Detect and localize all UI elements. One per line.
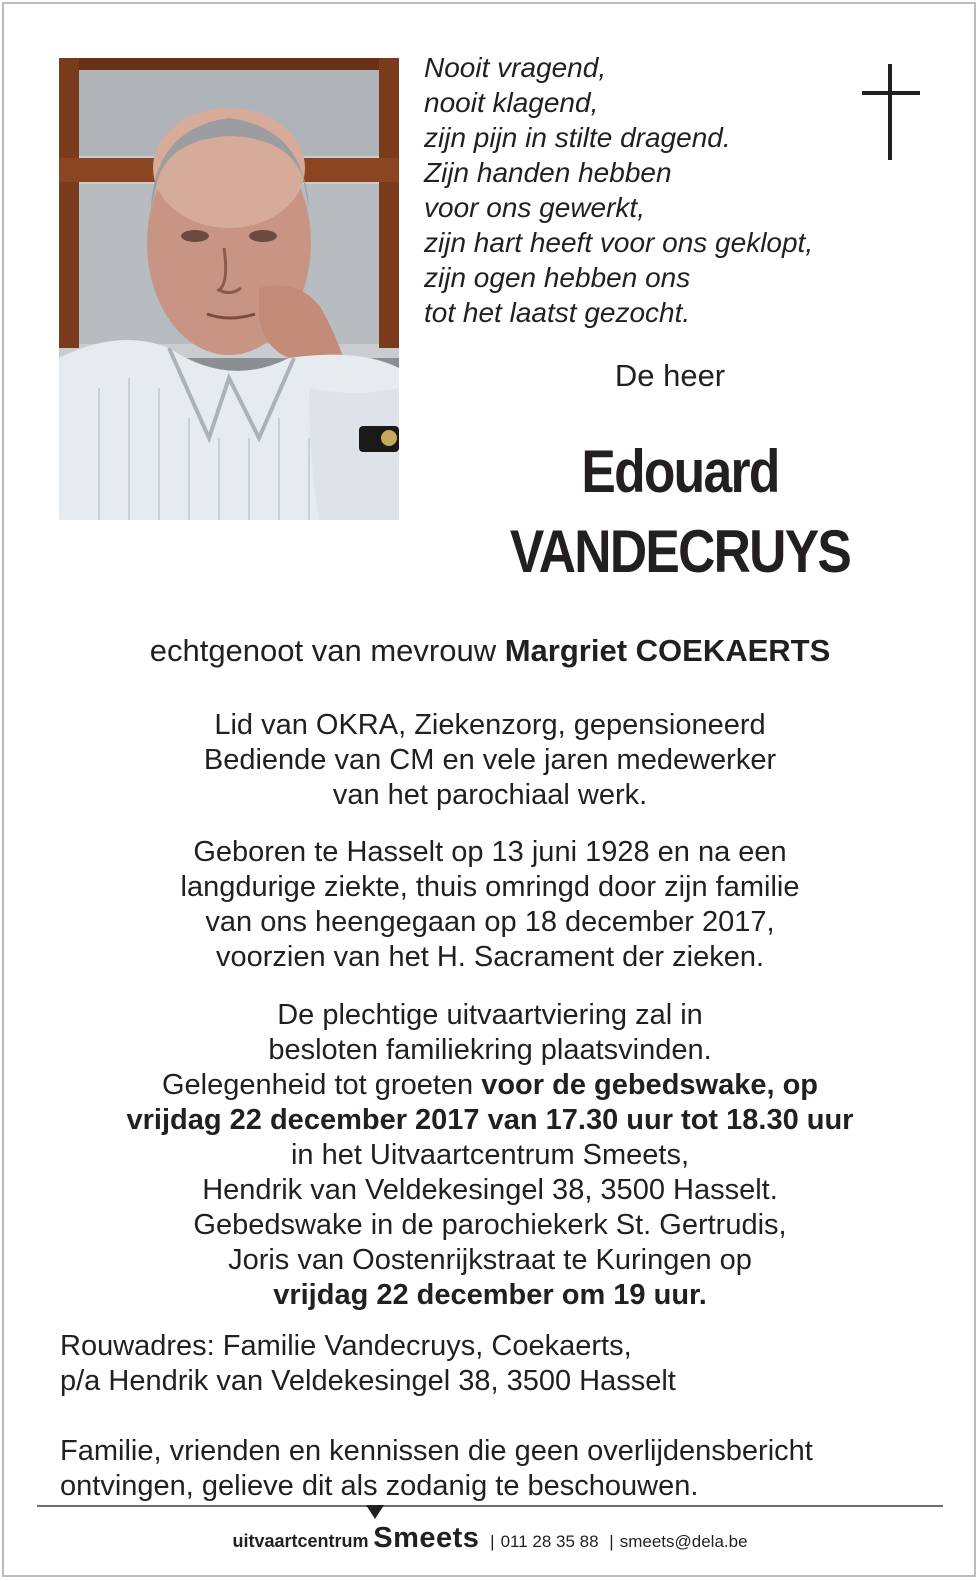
text-line: van ons heengegaan op 18 december 2017, bbox=[205, 906, 775, 938]
text-line: besloten familiekring plaatsvinden. bbox=[268, 1034, 712, 1066]
text-line: Bediende van CM en vele jaren medewerker bbox=[203, 744, 777, 776]
poem bbox=[424, 50, 813, 330]
poem-line: Nooit vragend, bbox=[424, 52, 607, 83]
text-line: ontvingen, gelieve dit als zodanig te beschouwen. bbox=[60, 1470, 699, 1502]
footer-email[interactable]: smeets@dela.be bbox=[619, 1532, 748, 1551]
greeting-intro: Gelegenheid tot groeten bbox=[161, 1069, 482, 1101]
footer-phone[interactable]: 011 28 35 88 bbox=[500, 1532, 599, 1551]
text-line: Familie, vrienden en kennissen die geen overlijdensbericht bbox=[60, 1435, 813, 1467]
membership-paragraph bbox=[40, 708, 940, 813]
notice-paragraph bbox=[60, 1434, 813, 1504]
text-line: Geboren te Hasselt op 13 juni 1928 en na een bbox=[193, 836, 787, 868]
text-line bbox=[40, 1068, 940, 1103]
poem-line: zijn hart heeft voor ons geklopt, bbox=[424, 227, 814, 258]
birth-death-paragraph bbox=[40, 835, 940, 975]
text-line: p/a Hendrik van Veldekesingel 38, 3500 Hasselt bbox=[60, 1365, 676, 1397]
spouse-name: Margriet COEKAERTS bbox=[504, 633, 831, 668]
poem-line: zijn pijn in stilte dragend. bbox=[424, 122, 731, 153]
poem-line: zijn ogen hebben ons bbox=[424, 262, 691, 293]
footer-divider bbox=[37, 1505, 943, 1507]
honorific-title: De heer bbox=[614, 358, 726, 393]
text-line: langdurige ziekte, thuis omringd door zijn familie bbox=[180, 871, 800, 903]
footer-separator: | bbox=[609, 1532, 614, 1551]
footer-separator: | bbox=[490, 1532, 495, 1551]
text-line: De plechtige uitvaartviering zal in bbox=[277, 999, 703, 1031]
prayer-datetime: vrijdag 22 december om 19 uur. bbox=[273, 1279, 707, 1311]
text-line: van het parochiaal werk. bbox=[332, 779, 648, 811]
deceased-first-name: Edouard bbox=[581, 438, 779, 505]
text-line: Rouwadres: Familie Vandecruys, Coekaerts, bbox=[60, 1330, 632, 1362]
triangle-down-icon bbox=[366, 1505, 384, 1519]
portrait-photo bbox=[59, 58, 399, 520]
cross-icon bbox=[862, 64, 920, 160]
greeting-wake: voor de gebedswake, op bbox=[481, 1069, 819, 1101]
poem-line: voor ons gewerkt, bbox=[424, 192, 645, 223]
text-line: voorzien van het H. Sacrament der zieken. bbox=[215, 941, 765, 973]
funeral-paragraph bbox=[40, 998, 940, 1313]
footer-brand: Smeets bbox=[373, 1522, 480, 1554]
spouse-prefix: echtgenoot van mevrouw bbox=[149, 633, 497, 668]
deceased-last-name: VANDECRUYS bbox=[509, 518, 851, 585]
text-line: Joris van Oostenrijkstraat te Kuringen op bbox=[228, 1244, 752, 1276]
spouse-line bbox=[0, 633, 980, 669]
text-line: Hendrik van Veldekesingel 38, 3500 Hasselt. bbox=[202, 1174, 778, 1206]
mourning-address bbox=[60, 1329, 676, 1399]
wake-datetime: vrijdag 22 december 2017 van 17.30 uur tot 18.30 uur bbox=[126, 1104, 854, 1136]
poem-line: tot het laatst gezocht. bbox=[424, 297, 691, 328]
footer-label: uitvaartcentrum bbox=[232, 1531, 369, 1551]
poem-line: Zijn handen hebben bbox=[424, 157, 672, 188]
text-line: Lid van OKRA, Ziekenzorg, gepensioneerd bbox=[214, 709, 766, 741]
footer bbox=[0, 1522, 980, 1555]
poem-line: nooit klagend, bbox=[424, 87, 599, 118]
text-line: Gebedswake in de parochiekerk St. Gertrudis, bbox=[193, 1209, 787, 1241]
text-line: in het Uitvaartcentrum Smeets, bbox=[290, 1139, 690, 1171]
